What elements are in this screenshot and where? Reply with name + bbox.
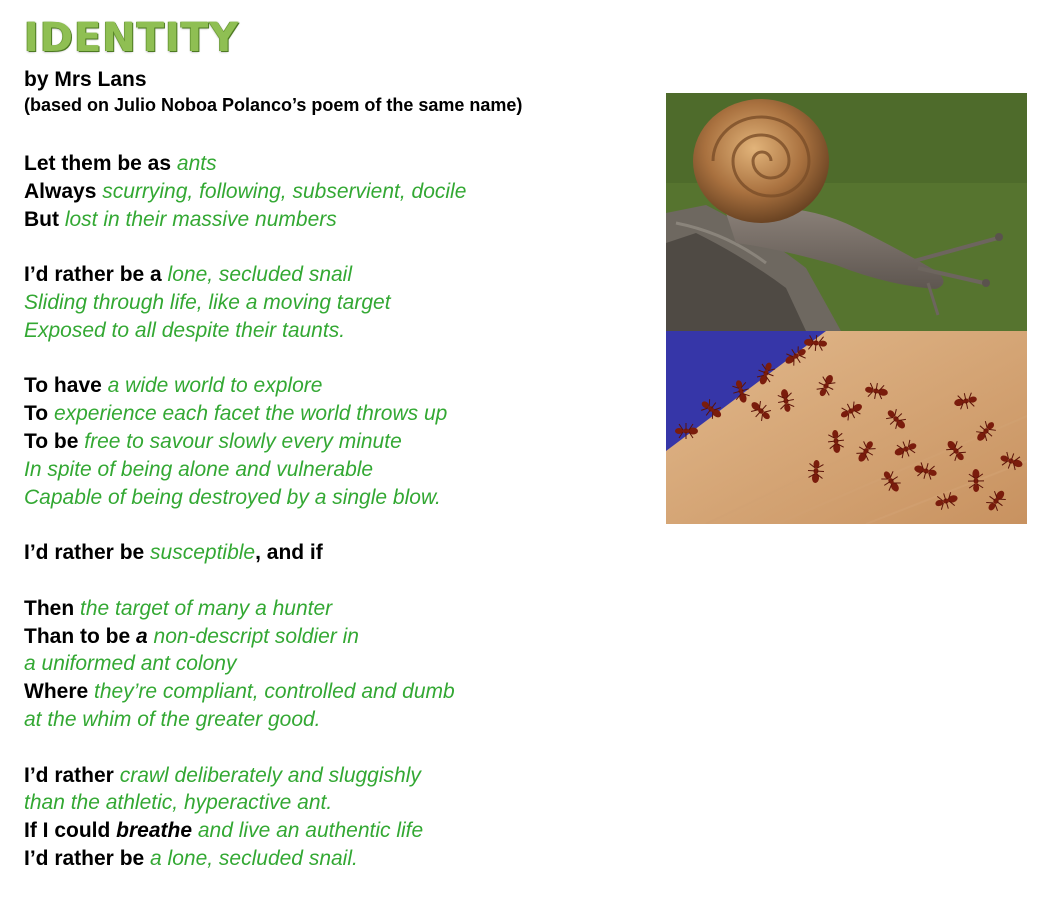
highlighted-phrase: crawl deliberately and sluggishly [119, 763, 421, 787]
poem-line [24, 789, 466, 817]
poem-line [24, 762, 466, 790]
snail-illustration [666, 93, 1027, 331]
line-text: To have [24, 374, 108, 398]
poem-title: IDENTITY [24, 15, 240, 61]
poem-line [24, 289, 466, 317]
highlighted-phrase: they’re compliant, controlled and dumb [94, 680, 455, 704]
highlighted-phrase: lone, secluded snail [167, 263, 353, 287]
line-text: Then [24, 596, 80, 620]
line-text: a [136, 624, 148, 648]
highlighted-phrase: the target of many a hunter [80, 596, 333, 620]
poem-line [24, 484, 466, 512]
poem-line [24, 456, 466, 484]
poem-line [24, 845, 466, 873]
snail-photo [666, 93, 1027, 331]
poem-body [24, 150, 466, 873]
line-text: Always [24, 179, 103, 203]
stanza-gap [24, 345, 466, 373]
ants-illustration [666, 331, 1027, 524]
line-text: To [24, 402, 54, 426]
highlighted-phrase: Capable of being destroyed by a single blow. [24, 485, 441, 509]
poem-line [24, 317, 466, 345]
ants-photo [666, 331, 1027, 524]
poem-line [24, 650, 466, 678]
highlighted-phrase: scurrying, following, subservient, docile [102, 179, 467, 203]
highlighted-phrase: a lone, secluded snail. [150, 846, 358, 870]
poem-line [24, 817, 466, 845]
highlighted-phrase: ants [176, 152, 217, 175]
highlighted-phrase: at the whim of the greater good. [24, 707, 321, 731]
poem-line [24, 623, 466, 651]
highlighted-phrase: experience each facet the world throws up [53, 402, 448, 426]
highlighted-phrase: free to savour slowly every minute [84, 429, 402, 453]
poem-line [24, 372, 466, 400]
highlighted-phrase: non-descript soldier in [147, 624, 359, 648]
author-line: by Mrs Lans [24, 68, 147, 91]
highlighted-phrase: In spite of being alone and vulnerable [24, 457, 374, 481]
line-text: , and if [255, 541, 323, 565]
line-text: I’d rather be a [24, 263, 168, 287]
highlighted-phrase: than the athletic, hyperactive ant. [24, 791, 333, 815]
source-note: (based on Julio Noboa Polanco’s poem of the same name) [24, 95, 523, 115]
highlighted-phrase: a uniformed ant colony [24, 652, 237, 676]
stanza-gap [24, 511, 466, 539]
poem-line [24, 206, 466, 234]
poem-line [24, 678, 466, 706]
highlighted-phrase: susceptible [150, 541, 256, 565]
line-text: I’d rather be [24, 541, 151, 565]
line-text: I’d rather be [24, 846, 151, 870]
poem-line [24, 706, 466, 734]
line-text: Than to be [24, 624, 136, 648]
line-text: To be [24, 429, 85, 453]
highlighted-phrase: Exposed to all despite their taunts. [24, 318, 346, 342]
highlighted-phrase: Sliding through life, like a moving target [24, 290, 391, 314]
line-text: breathe [116, 819, 193, 843]
line-text: I’d rather [24, 763, 120, 787]
highlighted-phrase: and live an authentic life [192, 819, 424, 843]
poem-line [24, 178, 466, 206]
stanza-gap [24, 567, 466, 595]
line-text: Let them be as [24, 152, 177, 175]
poem-line [24, 261, 466, 289]
highlighted-phrase: lost in their massive numbers [64, 207, 337, 231]
stanza-gap [24, 233, 466, 261]
line-text: Where [24, 680, 95, 704]
poem-line [24, 428, 466, 456]
line-text: If I could [24, 819, 117, 843]
poem-line [24, 539, 466, 567]
poem-line [24, 400, 466, 428]
highlighted-phrase: a wide world to explore [107, 374, 323, 398]
poem-line [24, 595, 466, 623]
line-text: But [24, 207, 65, 231]
stanza-gap [24, 734, 466, 762]
poem-line [24, 150, 466, 178]
